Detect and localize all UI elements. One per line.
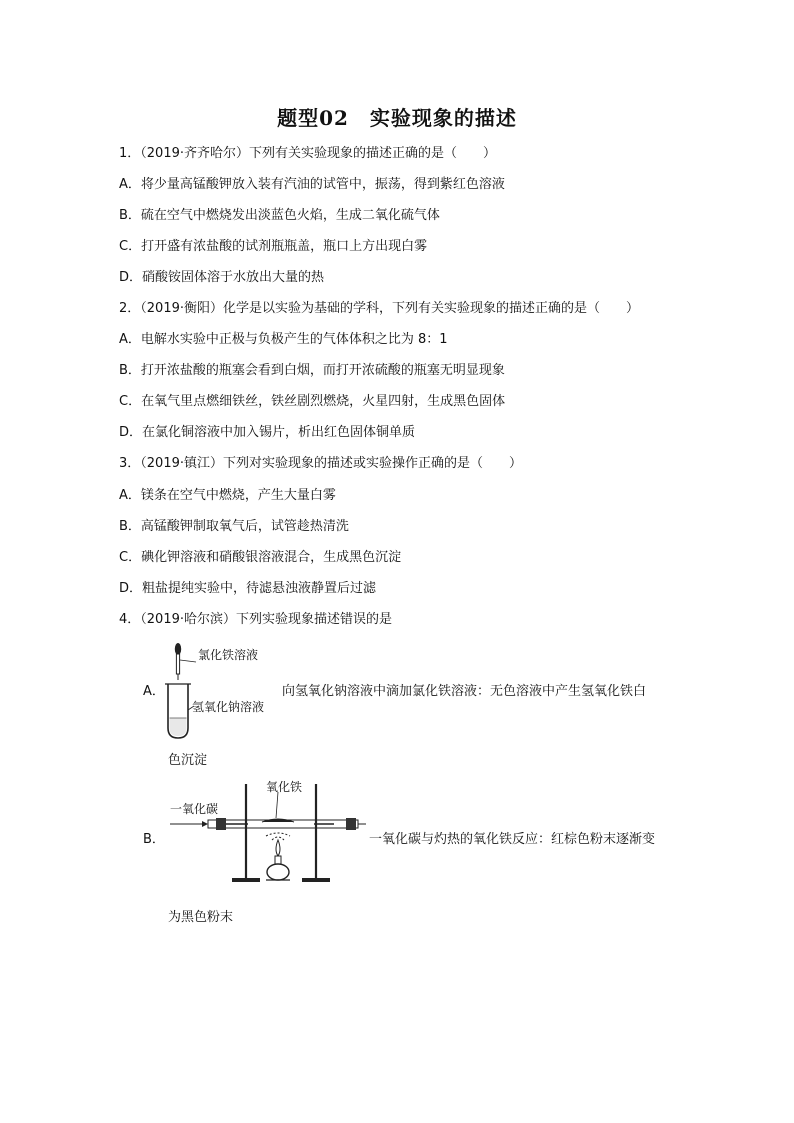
sodium-hydroxide-label: 氢氧化钠溶液 [192, 700, 265, 714]
question-1-stem: 1．（2019·齐齐哈尔）下列有关实验现象的描述正确的是（ ） [119, 146, 496, 161]
question-4-stem: 4．（2019·哈尔滨）下列实验现象描述错误的是 [119, 612, 392, 627]
co-reduction-figure [166, 778, 366, 883]
question-4-option-b-text: 一氧化碳与灼热的氧化铁反应：红棕色粉末逐渐变 [369, 832, 656, 847]
question-3-option-a: A．镁条在空气中燃烧，产生大量白雾 [119, 488, 336, 503]
dropper-icon [175, 643, 181, 680]
question-4-option-a-letter: A． [143, 684, 165, 699]
right-iron-stand-icon [302, 784, 334, 882]
question-3-option-c: C．碘化钾溶液和硝酸银溶液混合，生成黑色沉淀 [119, 550, 402, 565]
question-4-option-a-text-cont: 色沉淀 [168, 753, 208, 768]
question-3-option-d: D．粗盐提纯实验中，待滤悬浊液静置后过滤 [119, 581, 377, 596]
question-1-option-d: D．硝酸铵固体溶于水放出大量的热 [119, 270, 325, 285]
question-2-option-b: B．打开浓盐酸的瓶塞会看到白烟，而打开浓硫酸的瓶塞无明显现象 [119, 363, 505, 378]
question-3-option-b: B．高锰酸钾制取氧气后，试管趁热清洗 [119, 519, 349, 534]
question-2-option-c: C．在氧气里点燃细铁丝，铁丝剧烈燃烧，火星四射，生成黑色固体 [119, 394, 506, 409]
question-2-stem: 2．（2019·衡阳）化学是以实验为基础的学科，下列有关实验现象的描述正确的是（ ） [119, 301, 639, 316]
test-tube-figure [160, 640, 285, 740]
question-2-option-d: D．在氯化铜溶液中加入锡片，析出红色固体铜单质 [119, 425, 416, 440]
page-title: 题型02 实验现象的描述 [277, 106, 517, 130]
ferric-chloride-label: 氯化铁溶液 [198, 648, 259, 662]
left-iron-stand-icon [222, 784, 260, 882]
question-4-option-a-text: 向氢氧化钠溶液中滴加氯化铁溶液：无色溶液中产生氢氧化铁白 [282, 684, 647, 699]
question-2-option-a: A．电解水实验中正极与负极产生的气体体积之比为 8：1 [119, 332, 448, 347]
iron-oxide-label: 氧化铁 [266, 780, 303, 794]
question-1-option-a: A．将少量高锰酸钾放入装有汽油的试管中，振荡，得到紫红色溶液 [119, 177, 505, 192]
question-4-option-b-letter: B． [143, 832, 165, 847]
question-4-option-b-text-cont: 为黑色粉末 [168, 910, 234, 925]
carbon-monoxide-label: 一氧化碳 [170, 802, 219, 816]
alcohol-lamp-icon [266, 833, 290, 880]
test-tube-icon [165, 684, 191, 738]
question-3-stem: 3．（2019·镇江）下列对实验现象的描述或实验操作正确的是（ ） [119, 456, 522, 471]
question-1-option-b: B．硫在空气中燃烧发出淡蓝色火焰，生成二氧化硫气体 [119, 208, 440, 223]
gas-inlet-arrow-icon [170, 821, 208, 827]
question-1-option-c: C．打开盛有浓盐酸的试剂瓶瓶盖，瓶口上方出现白雾 [119, 239, 428, 254]
